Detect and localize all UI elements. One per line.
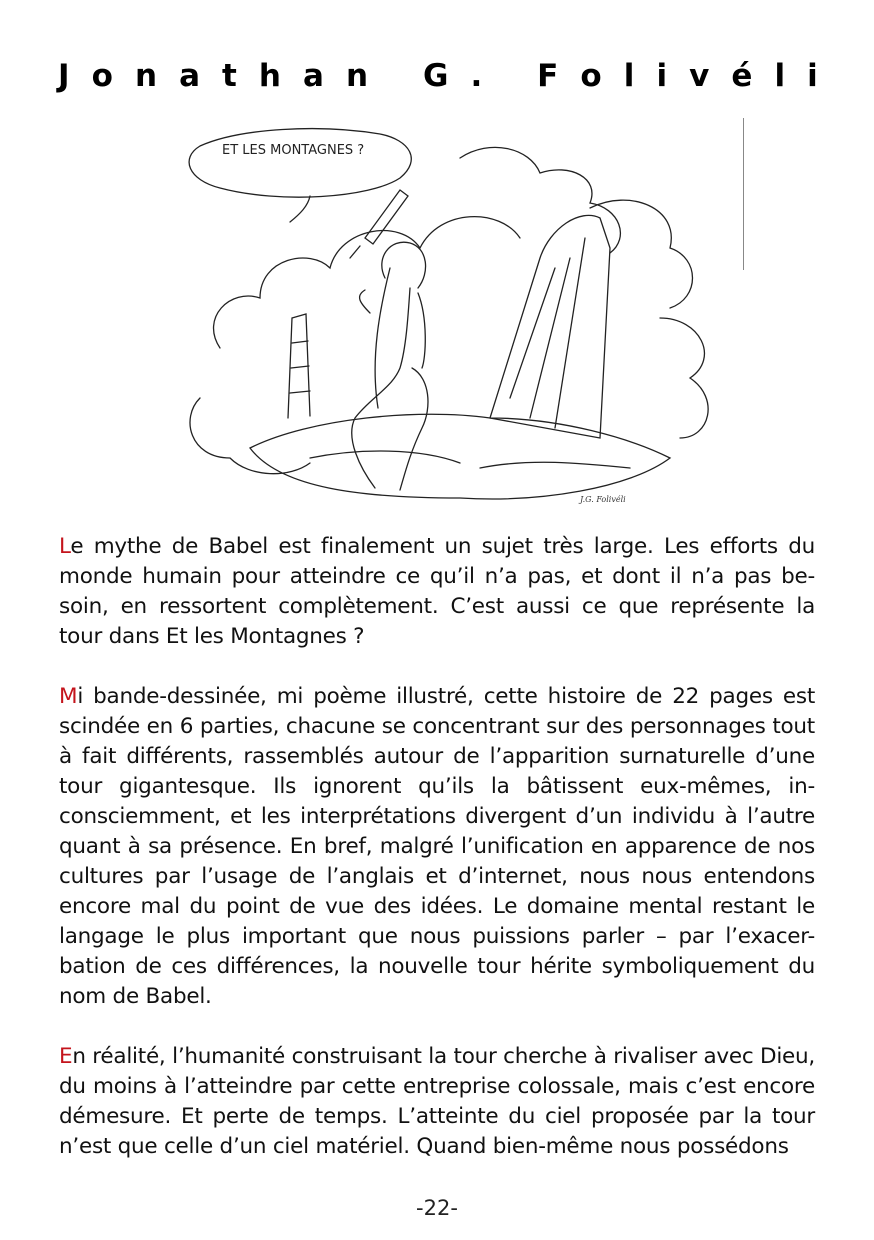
illustration bbox=[160, 118, 750, 513]
title-letter bbox=[390, 58, 401, 94]
title-letter: . bbox=[470, 58, 483, 94]
drop-initial: M bbox=[59, 684, 78, 709]
paragraph-2 bbox=[59, 682, 815, 1012]
paragraph-text: e mythe de Babel est finalement un sujet très large. Les efforts du monde humain pour atteindre ce qu’il n’a pas, et dont il n’a pas be-soin, en ressortent complètement. C’est aussi ce que représente la tour dans Et les Montagnes ? bbox=[59, 534, 815, 649]
paragraph-1 bbox=[59, 532, 815, 652]
title-letter: n bbox=[346, 58, 369, 94]
title-letter: l bbox=[774, 58, 786, 94]
paragraph-3 bbox=[59, 1042, 815, 1162]
title-letter: o bbox=[580, 58, 602, 94]
author-title bbox=[58, 54, 818, 98]
title-letter: n bbox=[134, 58, 158, 94]
title-letter bbox=[504, 58, 515, 94]
title-letter: t bbox=[222, 58, 237, 94]
title-letter: G bbox=[422, 58, 449, 94]
paragraph-text: n réalité, l’humanité construisant la tour cherche à rivaliser avec Dieu, du moins à l’atteindre par cette entreprise colossale, mais c’est encore démesure. Et perte de temps. L’atteinte du ciel proposée par la tour n’est que celle d’un ciel matériel. Quand bien-même nous possédons bbox=[59, 1044, 815, 1159]
title-letter: J bbox=[58, 58, 70, 94]
body-text bbox=[59, 532, 815, 1192]
title-letter: o bbox=[91, 58, 113, 94]
title-letter: a bbox=[179, 58, 200, 94]
title-letter: l bbox=[623, 58, 635, 94]
drop-initial: E bbox=[59, 1044, 73, 1069]
drop-initial: L bbox=[59, 534, 71, 559]
artist-signature: J.G. Folivéli bbox=[580, 495, 626, 504]
title-letter: h bbox=[258, 58, 281, 94]
page-number: -22- bbox=[416, 1196, 458, 1220]
title-letter: i bbox=[807, 58, 818, 94]
title-letter: i bbox=[656, 58, 668, 94]
speech-bubble-text: ET LES MONTAGNES ? bbox=[222, 143, 365, 158]
title-letter: F bbox=[537, 58, 559, 94]
paragraph-text: i bande-dessinée, mi poème illustré, cette histoire de 22 pages est scindée en 6 parties, chacune se concentrant sur des personnages tout à fait différents, rassemblés autour de l’apparition surnaturelle d’une tour gigantesque. Ils ignorent qu’ils la bâtissent eux-mêmes, in-consciemment, et les interprétations divergent d’un individu à l’autre quant à sa présence. En bref, malgré l’unification en apparence de nos cultures par l’usage de l’anglais et d’internet, nous nous entendons encore mal du point de vue des idées. Le domaine mental restant le langage le plus important que nous puissions parler – par l’exacer-bation de ces différences, la nouvelle tour hérite symboliquement du nom de Babel. bbox=[59, 684, 815, 1009]
title-letter: a bbox=[303, 58, 324, 94]
title-letter: v bbox=[689, 58, 710, 94]
title-letter: é bbox=[731, 58, 753, 94]
